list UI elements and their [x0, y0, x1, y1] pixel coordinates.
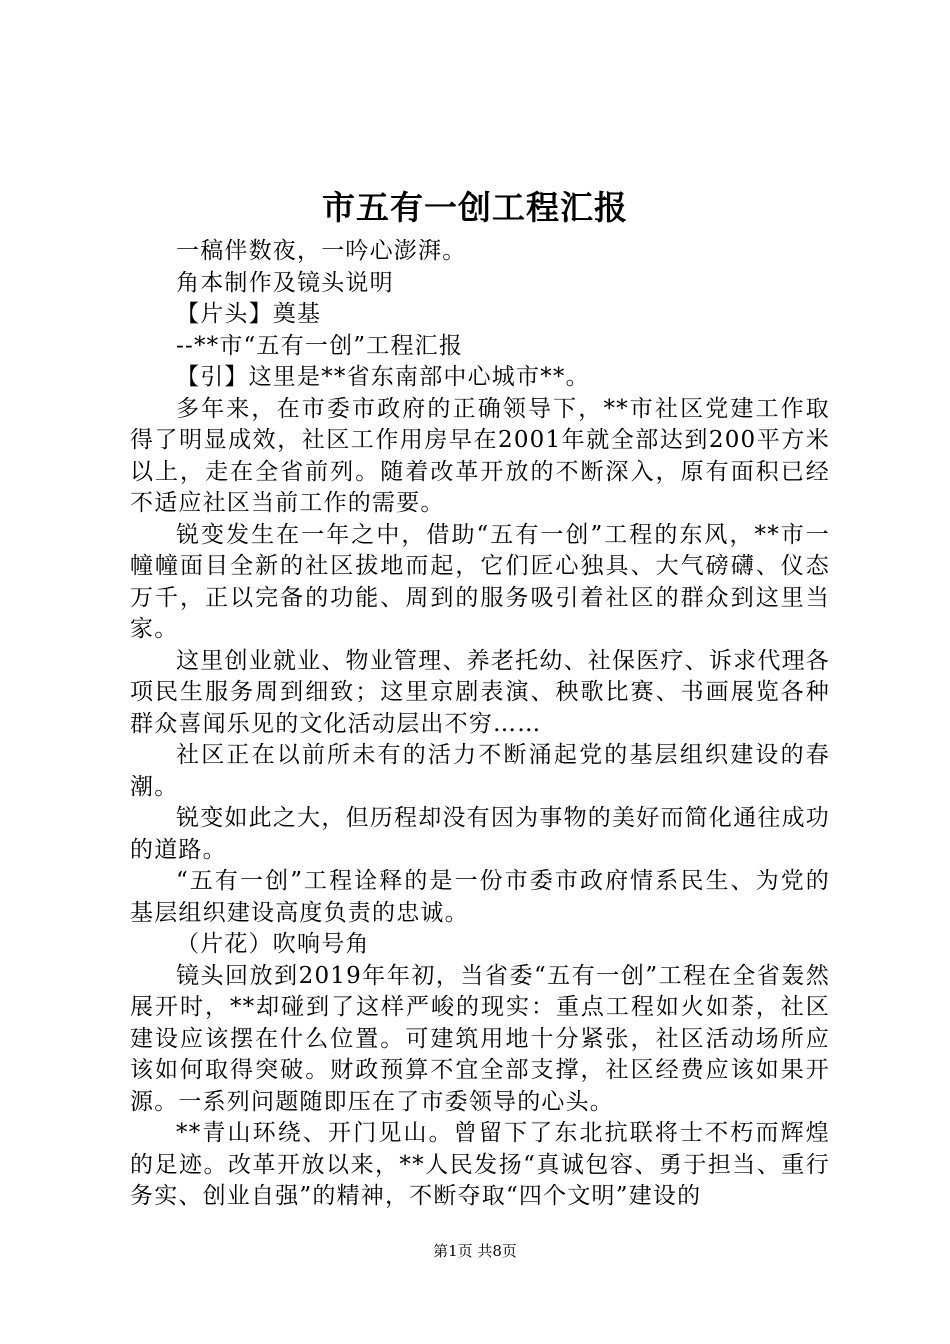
paragraph: 社区正在以前所未有的活力不断涌起党的基层组织建设的春潮。: [130, 742, 830, 800]
document-body: [130, 236, 830, 1213]
paragraph: --**市“五有一创”工程汇报: [176, 332, 464, 359]
paragraph: 【片头】奠基: [176, 301, 322, 327]
paragraph: 这里创业就业、物业管理、养老托幼、社保医疗、诉求代理各项民生服务周到细致；这里京剧表演、秧歌比赛、书画展览各种群众喜闻乐见的文化活动层出不穷……: [130, 647, 830, 737]
paragraph: 一稿伴数夜，一吟心澎湃。: [176, 238, 467, 264]
paragraph: **青山环绕、开门见山。曾留下了东北抗联将士不朽而辉煌的足迹。改革开放以来，**人民发扬“真诚包容、勇于担当、重行务实、创业自强”的精神，不断夺取“四个文明”建设的: [130, 1120, 830, 1209]
paragraph: 锐变如此之大，但历程却没有因为事物的美好而简化通往成功的道路。: [130, 805, 830, 863]
paragraph: “五有一创”工程诠释的是一份市委市政府情系民生、为党的基层组织建设高度负责的忠诚。: [130, 868, 830, 926]
paragraph: （片花）吹响号角: [176, 931, 370, 957]
paragraph: 角本制作及镜头说明: [176, 269, 394, 296]
page-footer: 第1页 共8页: [433, 1242, 517, 1260]
paragraph: 锐变发生在一年之中，借助“五有一创”工程的东风，**市一幢幢面目全新的社区拔地而起，它们匠心独具、大气磅礴、仪态万千，正以完备的功能、周到的服务吸引着社区的群众到这里当家。: [130, 521, 830, 642]
paragraph: 镜头回放到2019年年初，当省委“五有一创”工程在全省轰然展开时，**却碰到了这样严峻的现实：重点工程如火如荼，社区建设应该摆在什么位置。可建筑用地十分紧张，社区活动场所应该如何取得突破。财政预算不宜全部支撑，社区经费应该如果开源。一系列问题随即压在了市委领导的心头。: [130, 962, 830, 1115]
paragraph: 【引】这里是**省东南部中心城市**。: [176, 364, 590, 390]
paragraph: 多年来，在市委市政府的正确领导下，**市社区党建工作取得了明显成效，社区工作用房早在2001年就全部达到200平方米以上，走在全省前列。随着改革开放的不断深入，原有面积已经不适应社区当前工作的需要。: [130, 395, 830, 516]
document-title: 市五有一创工程汇报: [322, 188, 628, 227]
